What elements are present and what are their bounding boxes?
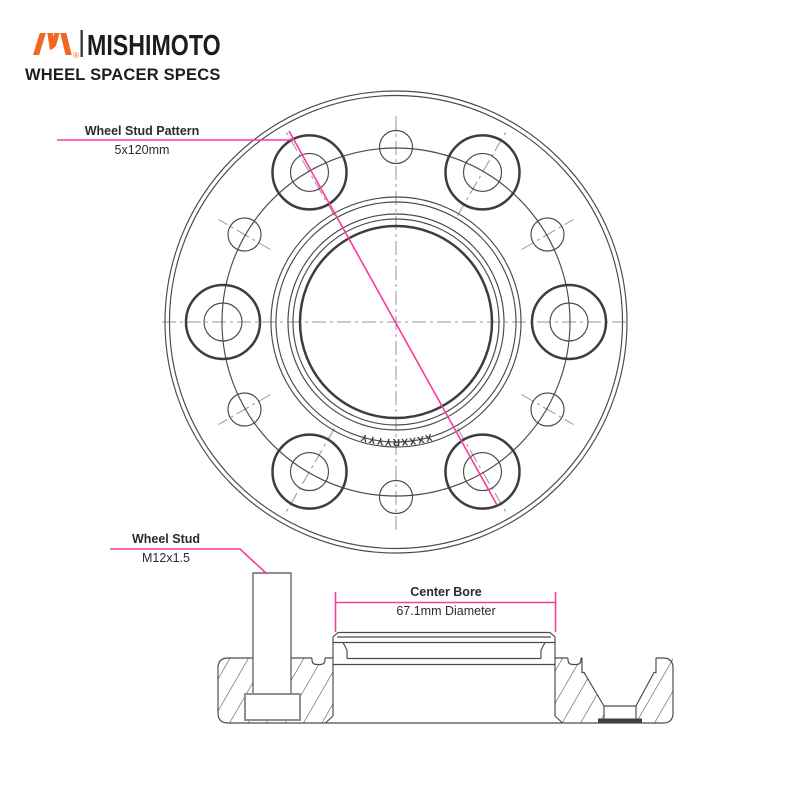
brand-title: MISHIMOTO bbox=[87, 30, 221, 62]
wheel-stud-label-title: Wheel Stud bbox=[131, 532, 201, 546]
counterbore-bottom-strip bbox=[598, 719, 642, 723]
center-bore-label-value: 67.1mm Diameter bbox=[396, 604, 496, 618]
stud-pattern-label-title: Wheel Stud Pattern bbox=[84, 124, 200, 138]
stud-pattern-label-value: 5x120mm bbox=[114, 143, 170, 157]
page-subtitle: WHEEL SPACER SPECS bbox=[25, 66, 221, 84]
center-bore-label-title: Center Bore bbox=[410, 585, 482, 599]
etched-part-number: XXXXRYYYY bbox=[358, 430, 434, 448]
registered-mark: ® bbox=[73, 51, 79, 60]
stud-pattern-diagonal bbox=[289, 131, 497, 505]
wheel-stud-label-value: M12x1.5 bbox=[142, 551, 190, 565]
